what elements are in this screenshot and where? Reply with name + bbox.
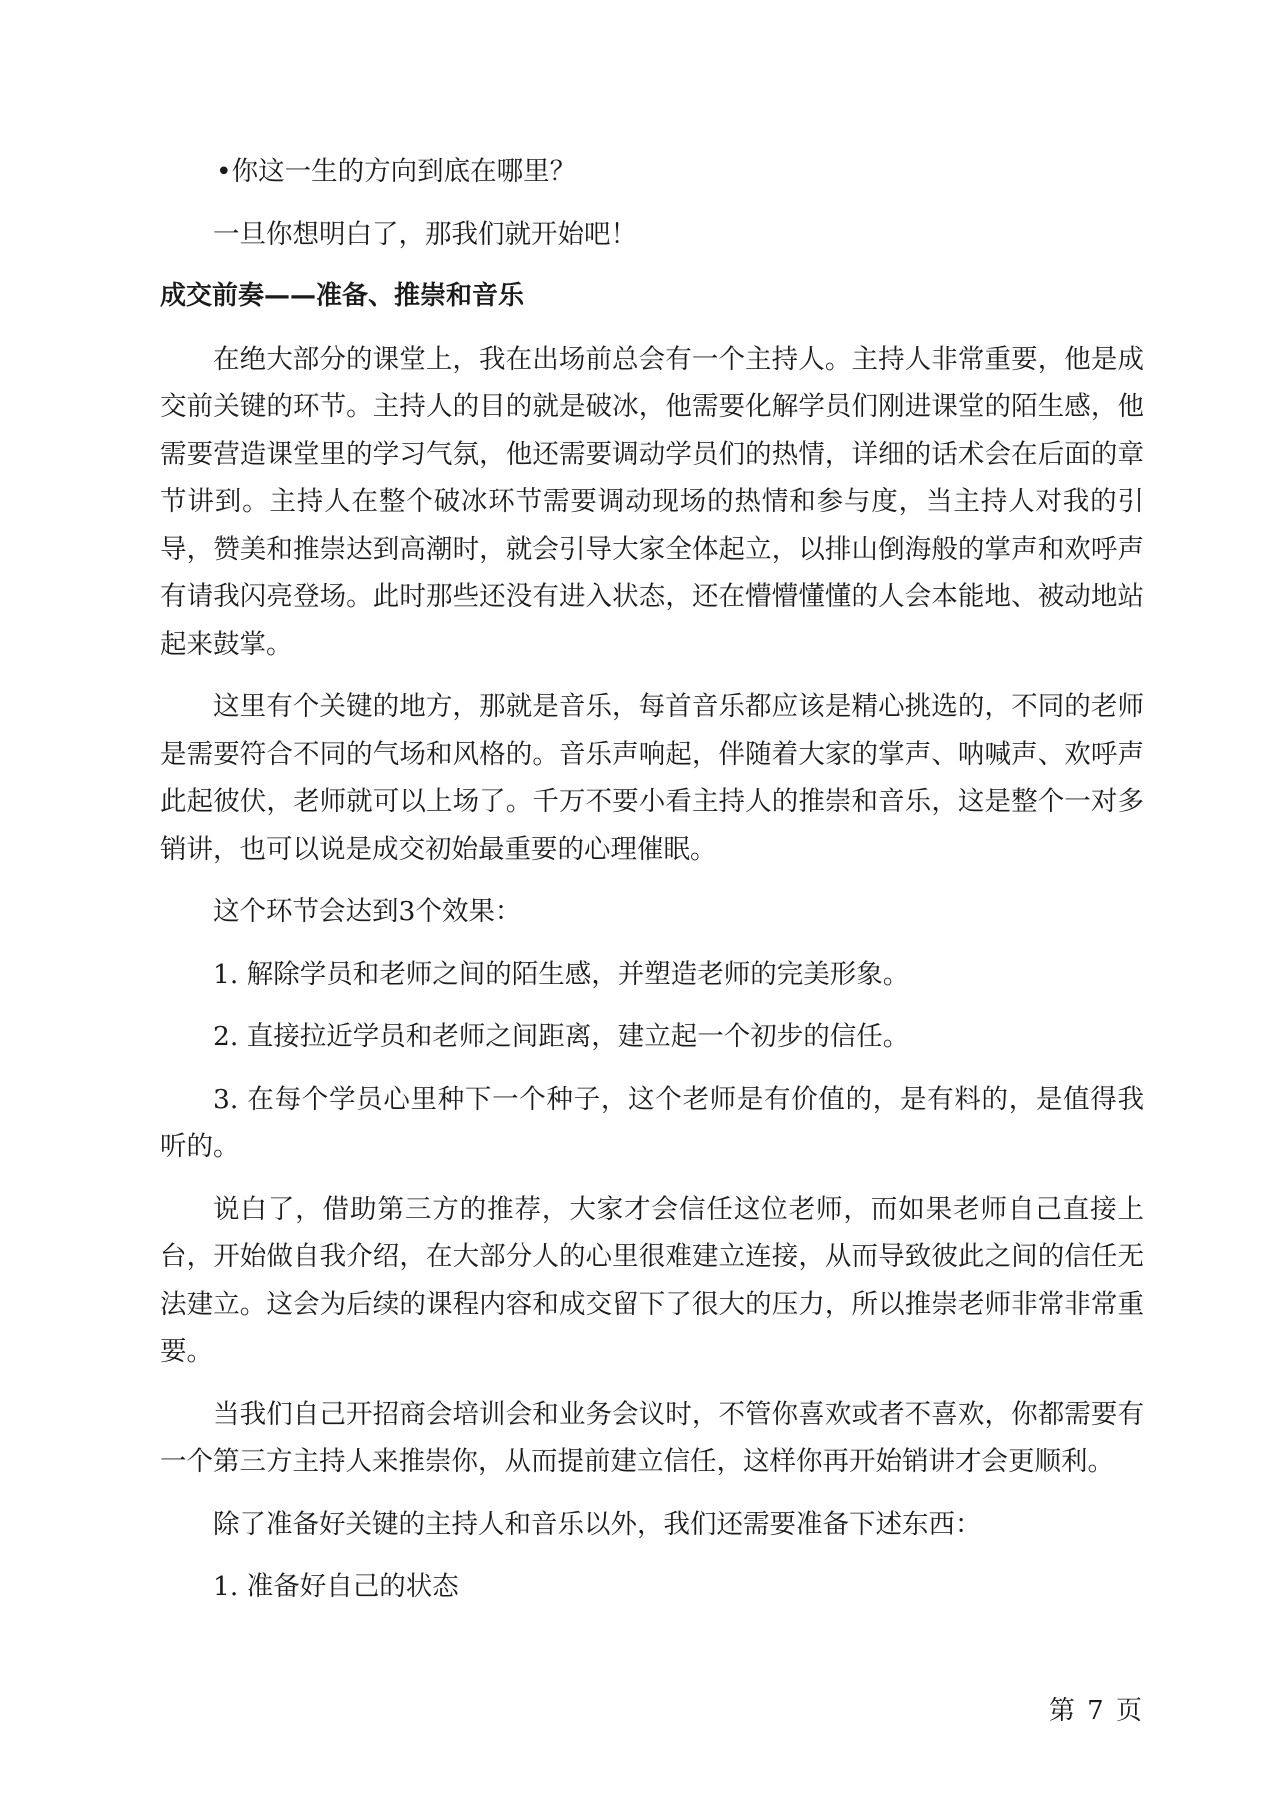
paragraph-preparation: 除了准备好关键的主持人和音乐以外，我们还需要准备下述东西： (213, 1508, 982, 1540)
paragraph-music: 这里有个关键的地方，那就是音乐，每首音乐都应该是精心挑选的，不同的老师是需要符合不同的气场和风格的。音乐声响起，伴随着大家的掌声、呐喊声、欢呼声此起彼伏，老师就可以上场了。千万不要小看主持人的推崇和音乐，这是整个一对多销讲，也可以说是成交初始最重要的心理催眠。 (160, 691, 1144, 865)
paragraph-host: 在绝大部分的课堂上，我在出场前总会有一个主持人。主持人非常重要，他是成交前关键的环节。主持人的目的就是破冰，他需要化解学员们刚进课堂的陌生感，他需要营造课堂里的学习气氛，他还需要调动学员们的热情，详细的话术会在后面的章节讲到。主持人在整个破冰环节需要调动现场的热情和参与度，当主持人对我的引导，赞美和推崇达到高潮时，就会引导大家全体起立，以排山倒海般的掌声和欢呼声有请我闪亮登场。此时那些还没有进入状态，还在懵懵懂懂的人会本能地、被动地站起来鼓掌。 (160, 343, 1144, 660)
paragraph-effects-intro: 这个环节会达到3个效果： (213, 896, 522, 927)
paragraph-meetings: 当我们自己开招商会培训会和业务会议时，不管你喜欢或者不喜欢，你都需要有一个第三方主持人来推崇你，从而提前建立信任，这样你再开始销讲才会更顺利。 (160, 1398, 1144, 1477)
effect-item-2: 2. 直接拉近学员和老师之间距离，建立起一个初步的信任。 (213, 1021, 910, 1052)
bullet-question: •你这一生的方向到底在哪里？ (216, 156, 577, 187)
prep-item-1: 1. 准备好自己的状态 (213, 1571, 459, 1602)
page-body (160, 148, 1144, 1626)
effect-item-1: 1. 解除学员和老师之间的陌生感，并塑造老师的完美形象。 (213, 958, 910, 990)
paragraph-third-party: 说白了，借助第三方的推荐，大家才会信任这位老师，而如果老师自己直接上台，开始做自我介绍，在大部分人的心里很难建立连接，从而导致彼此之间的信任无法建立。这会为后续的课程内容和成交留下了很大的压力，所以推崇老师非常非常重要。 (160, 1193, 1144, 1367)
section-heading: 成交前奏——准备、推崇和音乐 (160, 281, 525, 311)
intro-paragraph: 一旦你想明白了，那我们就开始吧！ (213, 218, 637, 250)
effect-item-3: 3. 在每个学员心里种下一个种子，这个老师是有价值的，是有料的，是值得我听的。 (160, 1083, 1144, 1162)
page-number: 第 7 页 (1048, 1696, 1144, 1726)
